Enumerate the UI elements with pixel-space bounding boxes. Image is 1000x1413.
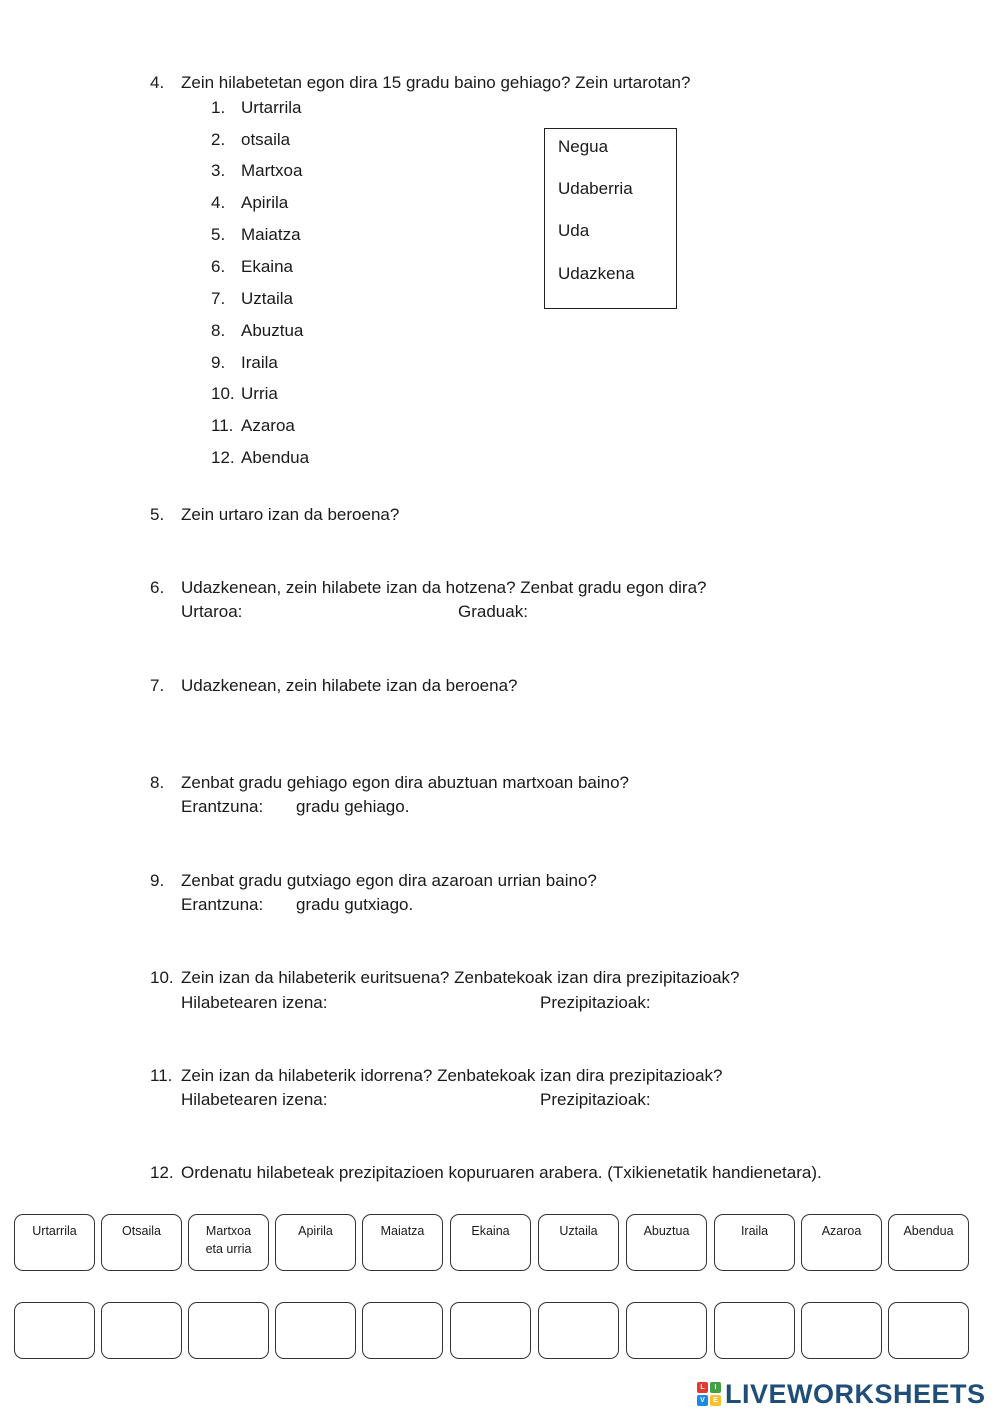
month-name: Urria — [241, 384, 278, 403]
draggable-month-card[interactable] — [801, 1214, 882, 1271]
q8-question: Zenbat gradu gehiago egon dira abuztuan martxoan baino? — [181, 773, 630, 792]
card-label: Maiatza — [380, 1224, 425, 1238]
month-number: 3. — [211, 161, 226, 180]
drop-slot[interactable] — [188, 1302, 269, 1359]
drop-slot[interactable] — [275, 1302, 356, 1359]
q10-number: 10. — [150, 968, 174, 987]
month-name: Ekaina — [241, 257, 293, 276]
drop-slot[interactable] — [101, 1302, 182, 1359]
season-option[interactable]: Udaberria — [558, 179, 633, 198]
q12-question: Ordenatu hilabeteak prezipitazioen kopuruaren arabera. (Txikienetatik handienetara). — [181, 1163, 822, 1182]
drop-slot[interactable] — [362, 1302, 443, 1359]
month-name: Abendua — [241, 448, 310, 467]
card-label: Urtarrila — [32, 1224, 77, 1238]
draggable-month-card[interactable] — [275, 1214, 356, 1271]
q8-answer-suffix: gradu gehiago. — [296, 797, 410, 816]
month-name: Maiatza — [241, 225, 301, 244]
month-number: 5. — [211, 225, 226, 244]
drop-slot[interactable] — [450, 1302, 531, 1359]
drop-slot[interactable] — [714, 1302, 795, 1359]
q11-month-label: Hilabetearen izena: — [181, 1090, 328, 1109]
logo-letter: E — [710, 1395, 721, 1406]
q11-precip-label: Prezipitazioak: — [540, 1090, 651, 1109]
card-label: Iraila — [740, 1224, 769, 1238]
q4-number: 4. — [150, 73, 165, 92]
q4-question: Zein hilabetetan egon dira 15 gradu baino gehiago? Zein urtarotan? — [181, 73, 691, 92]
q9-answer-suffix: gradu gutxiago. — [296, 895, 414, 914]
card-label: Abuztua — [643, 1224, 690, 1238]
q11-question: Zein izan da hilabeterik idorrena? Zenbatekoak izan dira prezipitazioak? — [181, 1066, 723, 1085]
card-label: Ekaina — [471, 1224, 510, 1238]
season-option[interactable]: Negua — [558, 137, 609, 156]
draggable-month-card[interactable] — [450, 1214, 531, 1271]
q5-number: 5. — [150, 505, 165, 524]
q9-number: 9. — [150, 871, 165, 890]
q9-question: Zenbat gradu gutxiago egon dira azaroan urrian baino? — [181, 871, 597, 890]
month-name: Iraila — [241, 353, 278, 372]
card-label-line2: eta urria — [205, 1242, 252, 1256]
q10-precip-label: Prezipitazioak: — [540, 993, 651, 1012]
liveworksheets-logo — [697, 1378, 986, 1410]
drop-slot[interactable] — [626, 1302, 707, 1359]
card-label: Apirila — [298, 1224, 333, 1238]
card-label: Otsaila — [122, 1224, 161, 1238]
q10-month-label: Hilabetearen izena: — [181, 993, 328, 1012]
month-name: Uztaila — [241, 289, 293, 308]
draggable-month-card[interactable] — [626, 1214, 707, 1271]
q10-question: Zein izan da hilabeterik euritsuena? Zenbatekoak izan dira prezipitazioak? — [181, 968, 740, 987]
draggable-month-card[interactable] — [362, 1214, 443, 1271]
q7-number: 7. — [150, 676, 165, 695]
month-name: Martxoa — [241, 161, 303, 180]
month-number: 10. — [211, 384, 235, 403]
q8-answer-label: Erantzuna: — [181, 797, 264, 816]
draggable-month-card[interactable] — [188, 1214, 269, 1271]
month-number: 12. — [211, 448, 235, 467]
month-number: 11. — [211, 416, 234, 435]
q11-number: 11. — [150, 1066, 173, 1085]
q6-degrees-label: Graduak: — [458, 602, 528, 621]
draggable-month-card[interactable] — [538, 1214, 619, 1271]
logo-text: LIVEWORKSHEETS — [725, 1378, 986, 1409]
month-number: 8. — [211, 321, 226, 340]
month-number: 6. — [211, 257, 226, 276]
card-label: Uztaila — [559, 1224, 598, 1238]
season-option[interactable]: Uda — [558, 221, 590, 240]
draggable-month-card[interactable] — [14, 1214, 95, 1271]
month-name: Urtarrila — [241, 98, 302, 117]
month-number: 7. — [211, 289, 226, 308]
month-name: Azaroa — [241, 416, 295, 435]
season-option[interactable]: Udazkena — [558, 264, 635, 283]
drop-slot[interactable] — [14, 1302, 95, 1359]
drop-slot[interactable] — [538, 1302, 619, 1359]
month-name: Abuztua — [241, 321, 304, 340]
month-number: 9. — [211, 353, 226, 372]
q9-answer-label: Erantzuna: — [181, 895, 264, 914]
logo-letter: L — [697, 1382, 708, 1393]
draggable-month-card[interactable] — [101, 1214, 182, 1271]
q7-question: Udazkenean, zein hilabete izan da beroena? — [181, 676, 518, 695]
card-label: Abendua — [903, 1224, 954, 1238]
season-options-box — [544, 128, 677, 309]
month-number: 4. — [211, 193, 226, 212]
logo-mark-icon — [697, 1382, 721, 1406]
card-label: Azaroa — [821, 1224, 862, 1238]
q8-number: 8. — [150, 773, 165, 792]
drop-slot[interactable] — [888, 1302, 969, 1359]
drop-slot[interactable] — [801, 1302, 882, 1359]
logo-letter: V — [697, 1395, 708, 1406]
logo-letter: I — [710, 1382, 721, 1393]
draggable-month-card[interactable] — [888, 1214, 969, 1271]
month-number: 2. — [211, 130, 226, 149]
q5-question: Zein urtaro izan da beroena? — [181, 505, 400, 524]
q6-number: 6. — [150, 578, 165, 597]
q12-number: 12. — [150, 1163, 174, 1182]
draggable-month-card[interactable] — [714, 1214, 795, 1271]
q6-question: Udazkenean, zein hilabete izan da hotzena? Zenbat gradu egon dira? — [181, 578, 707, 597]
month-number: 1. — [211, 98, 226, 117]
q6-season-label: Urtaroa: — [181, 602, 243, 621]
month-name: Apirila — [241, 193, 289, 212]
card-label: Martxoa — [205, 1224, 252, 1238]
month-name: otsaila — [241, 130, 291, 149]
